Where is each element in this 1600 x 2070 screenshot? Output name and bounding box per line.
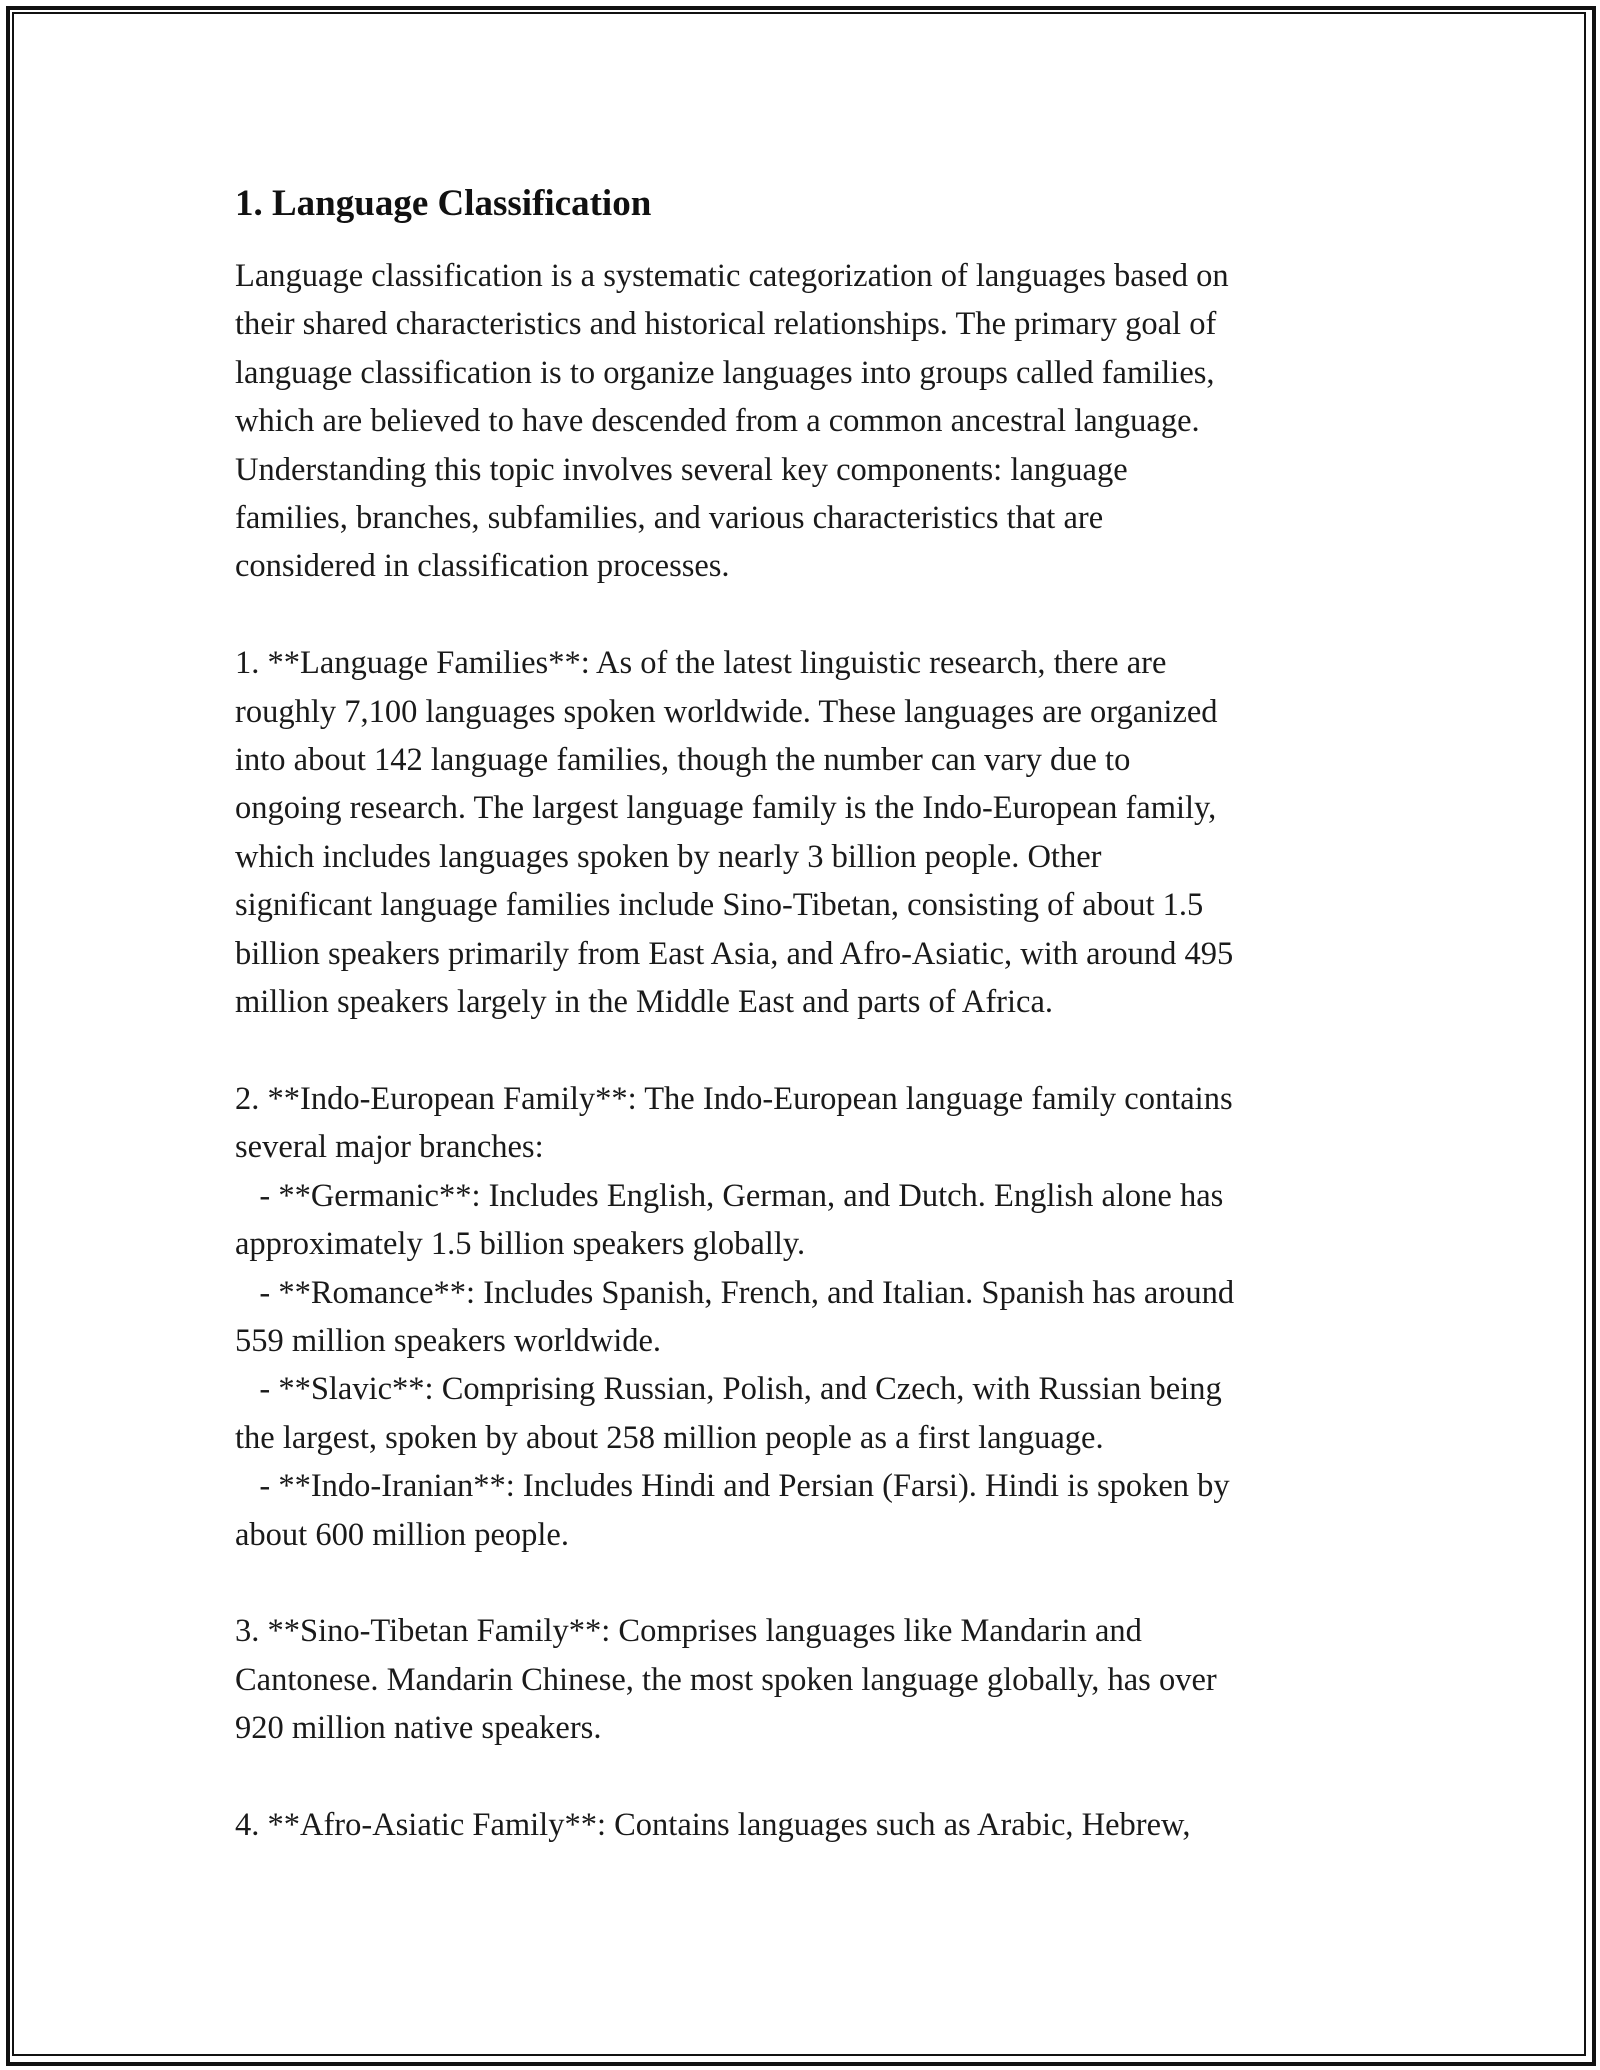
document-content — [235, 180, 1380, 1849]
section-heading: 1. Language Classification — [235, 183, 652, 224]
section-body-text: Language classification is a systematic categorization of languages based on their shared characteristics and historical relationships. The primary goal of language classification is to organize languages into groups called families, which are believed to have descended from a common ancestral language. Understanding this topic involves several key components: language families, branches, subfamilies, and various characteristics that are considered in classification processes. 1. **Language Families**: As of the latest linguistic research, there are roughly 7,100 languages spoken worldwide. These languages are organized into about 142 language families, though the number can vary due to ongoing research. The largest language family is the Indo-European family, which includes languages spoken by nearly 3 billion people. Other significant language families include Sino-Tibetan, consisting of about 1.5 billion speakers primarily from East Asia, and Afro-Asiatic, with around 495 million speakers largely in the Middle East and parts of Africa. 2. **Indo-European Family**: The Indo-European language family contains several major branches: - **Germanic**: Includes English, German, and Dutch. English alone has approximately 1.5 billion speakers globally. - **Romance**: Includes Spanish, French, and Italian. Spanish has around 559 million speakers worldwide. - **Slavic**: Comprising Russian, Polish, and Czech, with Russian being the largest, spoken by about 258 million people as a first language. - **Indo-Iranian**: Includes Hindi and Persian (Farsi). Hindi is spoken by about 600 million people. 3. **Sino-Tibetan Family**: Comprises languages like Mandarin and Cantonese. Mandarin Chinese, the most spoken language globally, has over 920 million native speakers. 4. **Afro-Asiatic Family**: Contains languages such as Arabic, Hebrew, — [235, 258, 1235, 1843]
